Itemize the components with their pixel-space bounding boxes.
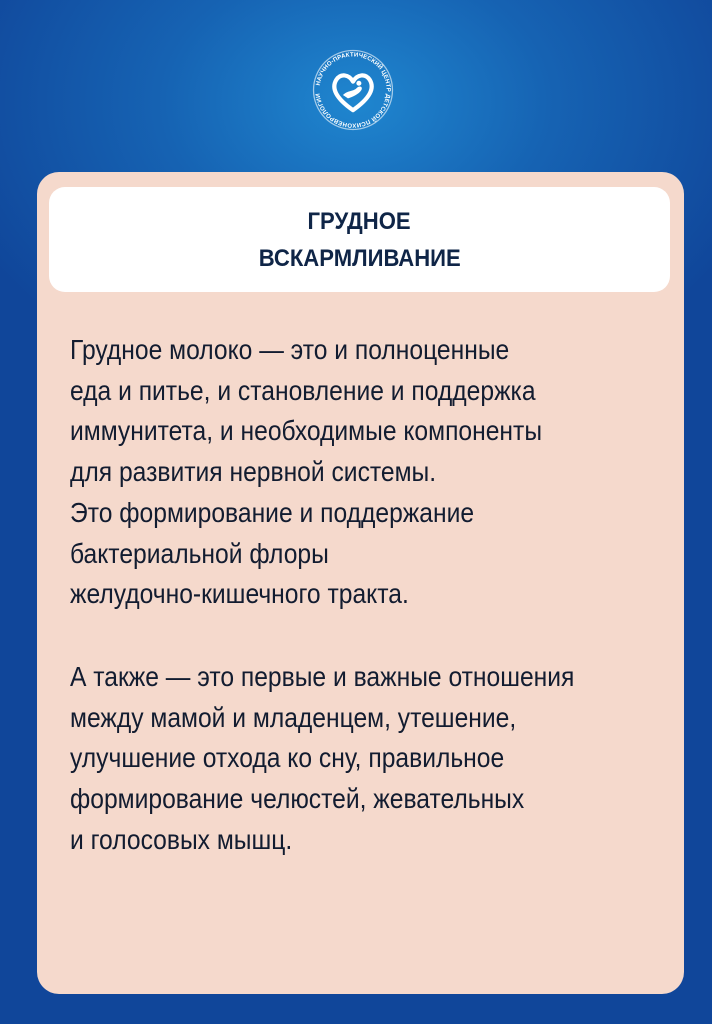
text-line: Грудное молоко — это и полноценные xyxy=(70,334,510,365)
text-line: бактериальной флоры xyxy=(70,537,329,569)
logo-emblem xyxy=(311,48,395,132)
body-text xyxy=(70,330,680,860)
text-line: А также — это первые и важные отношения xyxy=(70,660,575,692)
text-line: еда и питье, и становление и поддержка xyxy=(70,374,536,406)
heart-hands-logo-icon xyxy=(311,48,395,132)
text-line: Это формирование и поддержание xyxy=(70,496,475,528)
text-line: иммунитета, и необходимые компоненты xyxy=(70,415,543,447)
paragraph-2 xyxy=(70,657,680,861)
text-line: улучшение отхода ко сну, правильное xyxy=(70,742,505,774)
logo-ring-text: НАУЧНО-ПРАКТИЧЕСКИЙ ЦЕНТР ДЕТСКОЙ ПСИХОНЕВРОЛОГИИ xyxy=(315,52,391,128)
title-line-2: ВСКАРМЛИВАНИЕ xyxy=(258,244,461,272)
svg-text:НАУЧНО-ПРАКТИЧЕСКИЙ ЦЕНТР ДЕТС xyxy=(316,52,391,127)
title-line-1: ГРУДНОЕ xyxy=(307,207,412,235)
text-line: и голосовых мышц. xyxy=(70,823,293,855)
text-line: желудочно-кишечного тракта. xyxy=(70,578,409,610)
text-line: между мамой и младенцем, утешение, xyxy=(70,701,517,733)
info-card xyxy=(37,172,684,994)
text-line: формирование челюстей, жевательных xyxy=(70,783,525,815)
text-line: для развития нервной системы. xyxy=(70,456,437,488)
title-box xyxy=(49,187,670,292)
paragraph-gap xyxy=(70,615,680,657)
paragraph-1 xyxy=(70,330,680,615)
